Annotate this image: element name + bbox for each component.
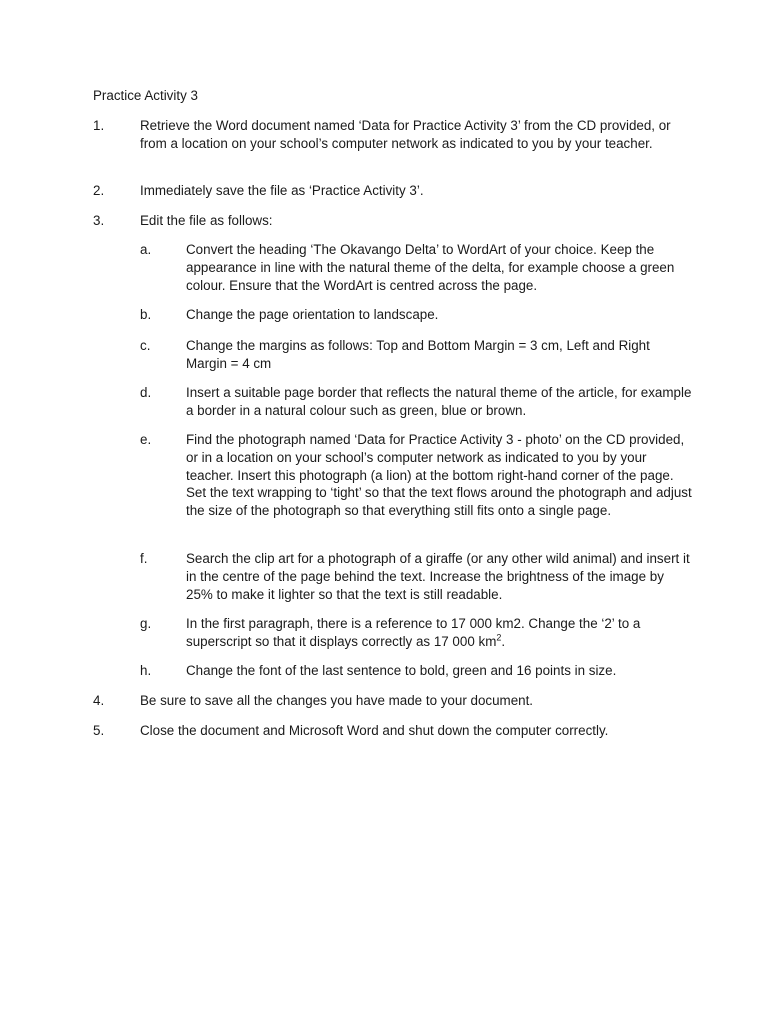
list-item-number: 3.	[93, 213, 105, 228]
sub-item-text: Convert the heading ‘The Okavango Delta’ to WordArt of your choice. Keep the appearance in line with the natural theme of the delta, for example choose a green colour. Ensure that the WordArt is centred across the page.	[186, 242, 675, 293]
list-item-number: 2.	[93, 183, 105, 198]
sub-item-text-main: In the first paragraph, there is a reference to 17 000 km2. Change the ‘2’ to a superscript so that it displays correctly as 17 000 km	[186, 616, 641, 649]
list-item-number: 1.	[93, 118, 105, 133]
list-item-text: Close the document and Microsoft Word and shut down the computer correctly.	[140, 723, 609, 738]
list-item-number: 5.	[93, 723, 105, 738]
sub-item-text	[186, 615, 692, 651]
list-item-text: Be sure to save all the changes you have made to your document.	[140, 693, 534, 708]
superscript-two: 2	[496, 632, 502, 643]
document-title: Practice Activity 3	[93, 88, 198, 103]
sub-item-letter: g.	[140, 616, 152, 631]
sub-item-letter: a.	[140, 242, 152, 257]
sub-item-letter: e.	[140, 432, 152, 447]
sub-item-text: Change the font of the last sentence to bold, green and 16 points in size.	[186, 663, 617, 678]
sub-item-text: Search the clip art for a photograph of a giraffe (or any other wild animal) and insert it in the centre of the page behind the text. Increase the brightness of the image by 25% to make it lighter so that the text is still readable.	[186, 551, 690, 602]
list-item-number: 4.	[93, 693, 105, 708]
list-item-text: Immediately save the file as ‘Practice Activity 3’.	[140, 183, 424, 198]
sub-item-text: Change the page orientation to landscape.	[186, 307, 439, 322]
sub-item-letter: f.	[140, 551, 148, 566]
sub-item-text: Insert a suitable page border that reflects the natural theme of the article, for example a border in a natural colour such as green, blue or brown.	[186, 385, 692, 418]
sub-item-letter: c.	[140, 338, 151, 353]
sub-item-letter: h.	[140, 663, 152, 678]
sub-item-text: Change the margins as follows: Top and Bottom Margin = 3 cm, Left and Right Margin = 4 cm	[186, 338, 650, 371]
sub-item-letter: d.	[140, 385, 152, 400]
sub-item-text: Find the photograph named ‘Data for Practice Activity 3 - photo’ on the CD provided, or in a location on your school’s computer network as indicated to you by your teacher. Insert this photograph (a lion) at the bottom right-hand corner of the page. Set the text wrapping to ‘tight’ so that the text flows around the photograph and adjust the size of the photograph so that everything still fits onto a single page.	[186, 432, 692, 519]
list-item-text: Retrieve the Word document named ‘Data for Practice Activity 3’ from the CD provided, or from a location on your school’s computer network as indicated to you by your teacher.	[140, 118, 671, 151]
sub-item-letter: b.	[140, 307, 152, 322]
list-item-text: Edit the file as follows:	[140, 213, 273, 228]
sub-item-text-end: .	[501, 633, 506, 649]
